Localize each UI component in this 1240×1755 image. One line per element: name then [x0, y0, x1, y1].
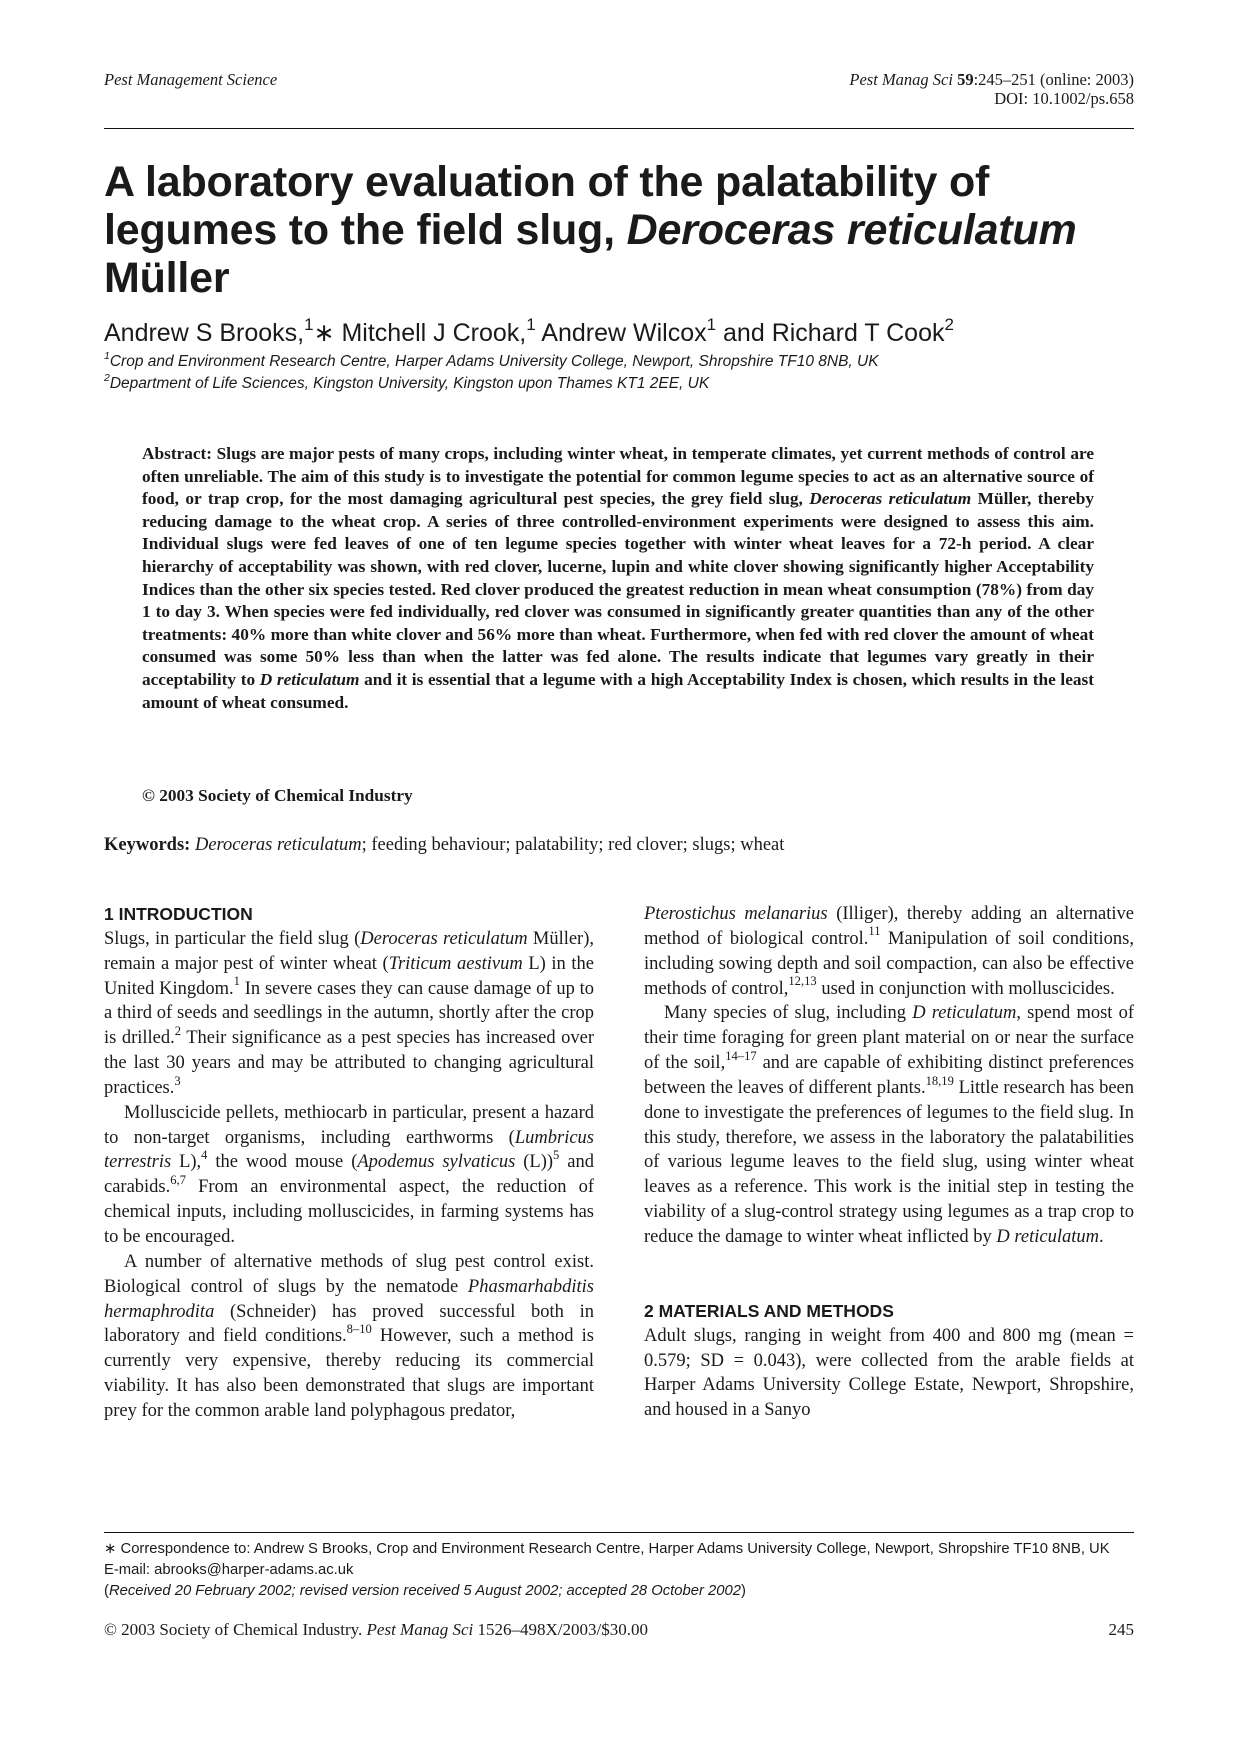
author-list: [104, 314, 1144, 348]
citation-block: [849, 70, 1134, 108]
running-head: [104, 70, 1134, 129]
author-2-affil: 1: [526, 314, 536, 334]
abstract-species: Deroceras reticulatum: [809, 489, 972, 509]
footer-issn: 1526–498X/2003/$30.00: [477, 1620, 648, 1639]
email: E-mail: abrooks@harper-adams.ac.uk: [104, 1562, 354, 1578]
author-2: Mitchell J Crook,: [341, 319, 527, 347]
doi: DOI: 10.1002/ps.658: [994, 89, 1134, 108]
article-title: [104, 158, 1164, 302]
section-heading-introduction: 1 INTRODUCTION: [104, 904, 253, 924]
body-column-right: [644, 902, 1134, 1423]
intro-paragraph-2: Molluscicide pellets, methiocarb in particular, present a hazard to non-target organisms, including earthworms (Lumbricus terrestris L),$^4$ the wood mouse (Apodemus sylvaticus (L))$^5$ and carabids.$^{6,7}$ From an environmental aspect, the reduction of chemical inputs, including molluscicides, in farming systems has to be encouraged.: [104, 1102, 594, 1247]
abstract-species-short: D reticulatum: [259, 669, 360, 689]
intro-paragraph-3: A number of alternative methods of slug pest control exist. Biological control of slugs by the nematode Phasmarhabditis hermaphrodita (Schneider) has proved successful both in laboratory and field conditions.$^{8-10}$ However, such a method is currently very expensive, thereby reducing its commercial viability. It has also been demonstrated that slugs are important prey for the common arable land polyphagous predator,: [104, 1251, 595, 1421]
keywords-label: Keywords:: [104, 835, 191, 855]
abstract-copyright: © 2003 Society of Chemical Industry: [142, 786, 413, 805]
intro-paragraph-1: Slugs, in particular the field slug (Deroceras reticulatum Müller), remain a major pest of winter wheat (Triticum aestivum L) in the United Kingdom.$^1$ In severe cases they can cause damage of up to a third of seeds and seedlings in the autumn, shortly after the crop is drilled.$^2$ Their significance as a pest species has increased over the last 30 years and may be attributed to changing agricultural practices.$^3$: [104, 928, 595, 1098]
citation-journal: Pest Manag Sci: [849, 70, 953, 89]
affiliations: [104, 351, 1144, 395]
section-heading-methods: 2 MATERIALS AND METHODS: [644, 1300, 894, 1321]
page-number: 245: [1108, 1620, 1134, 1639]
affiliation-2: $^2$Department of Life Sciences, Kingston University, Kingston upon Thames KT1 2EE, UK: [104, 371, 710, 392]
author-1-affil: 1: [304, 314, 314, 334]
journal-name: Pest Management Science: [104, 70, 278, 89]
title-line-3: Müller: [104, 254, 230, 302]
citation-pages: :245–251 (online: 2003): [973, 70, 1134, 89]
body-column-left: [104, 902, 594, 1424]
footer-journal: Pest Manag Sci: [366, 1620, 474, 1639]
corresponding-mark: ∗: [313, 319, 335, 347]
citation: [849, 70, 1134, 89]
keywords: Keywords: Deroceras reticulatum; feeding behaviour; palatability; red clover; slugs; wheat: [104, 835, 785, 855]
intro-paragraph-4: Many species of slug, including D reticulatum, spend most of their time foraging for green plant material on or near the surface of the soil,$^{14-17}$ and are capable of exhibiting distinct preferences between the leaves of different plants.$^{18,19}$ Little research has been done to investigate the preferences of legumes to the field slug. In this study, therefore, we assess in the laboratory the palatabilities of various legume leaves to the field slug, using winter wheat leaves as a reference. This work is the initial step in testing the viability of a slug-control strategy using legumes as a trap crop to reduce the damage to winter wheat inflicted by D reticulatum.: [644, 1003, 1135, 1247]
received-dates: (Received 20 February 2002; revised version received 5 August 2002; accepted 28 October 2002): [104, 1583, 746, 1599]
title-line-2: legumes to the field slug,: [104, 206, 627, 254]
author-conjunction: and: [723, 319, 765, 347]
title-line-1: A laboratory evaluation of the palatability of: [104, 158, 990, 206]
author-1: Andrew S Brooks,: [104, 319, 305, 347]
author-3-affil: 1: [706, 314, 717, 334]
footer-copyright: © 2003 Society of Chemical Industry.: [104, 1620, 363, 1639]
author-4: Richard T Cook: [771, 319, 945, 347]
citation-volume: 59: [957, 70, 974, 89]
correspondence: ∗ Correspondence to: Andrew S Brooks, Crop and Environment Research Centre, Harper Adams University College, Newport, Shropshire TF10 8NB, UK: [104, 1541, 1110, 1557]
author-3: Andrew Wilcox: [541, 319, 707, 347]
intro-paragraph-3-cont: Pterostichus melanarius (Illiger), thereby adding an alternative method of biological control.$^{11}$ Manipulation of soil conditions, including sowing depth and soil compaction, can also be effective methods of control,$^{12,13}$ used in conjunction with molluscicides.: [644, 904, 1135, 999]
abstract: Abstract: Slugs are major pests of many crops, including winter wheat, in temperate climates, yet current methods of control are often unreliable. The aim of this study is to investigate the potential for common legume species to act as an alternative source of food, or trap crop, for the most damaging agricultural pest species, the grey field slug, Deroceras reticulatum Müller, thereby reducing damage to the wheat crop. A series of three controlled-environment experiments were designed to assess this aim. Individual slugs were fed leaves of one of ten legume species together with winter wheat leaves for a 72-h period. A clear hierarchy of acceptability was shown, with red clover, lucerne, lupin and white clover showing significantly higher Acceptability Indices than the other six species tested. Red clover produced the greatest reduction in mean wheat consumption (78%) from day 1 to day 3. When species were fed individually, red clover was consumed in significantly greater quantities than any of the other treatments: 40% more than white clover and 56% more than wheat. Furthermore, when fed with red clover the amount of wheat consumed was some 50% less than when the latter was fed alone. The results indicate that legumes vary greatly in their acceptability to D reticulatum and it is essential that a legume with a high Acceptability Index is chosen, which results in the least amount of wheat consumed.: [142, 444, 1095, 712]
title-species: Deroceras reticulatum: [626, 206, 1077, 254]
page-footer: [104, 1620, 1134, 1640]
author-4-affil: 2: [944, 314, 954, 334]
correspondence-footnote: [104, 1532, 1134, 1602]
methods-paragraph-1: Adult slugs, ranging in weight from 400 and 800 mg (mean = 0.579; SD = 0.043), were collected from the arable fields at Harper Adams University College Estate, Newport, Shropshire, and housed in a Sanyo: [644, 1325, 1134, 1421]
affiliation-1: $^1$Crop and Environment Research Centre, Harper Adams University College, Newport, Shropshire TF10 8NB, UK: [104, 349, 879, 370]
